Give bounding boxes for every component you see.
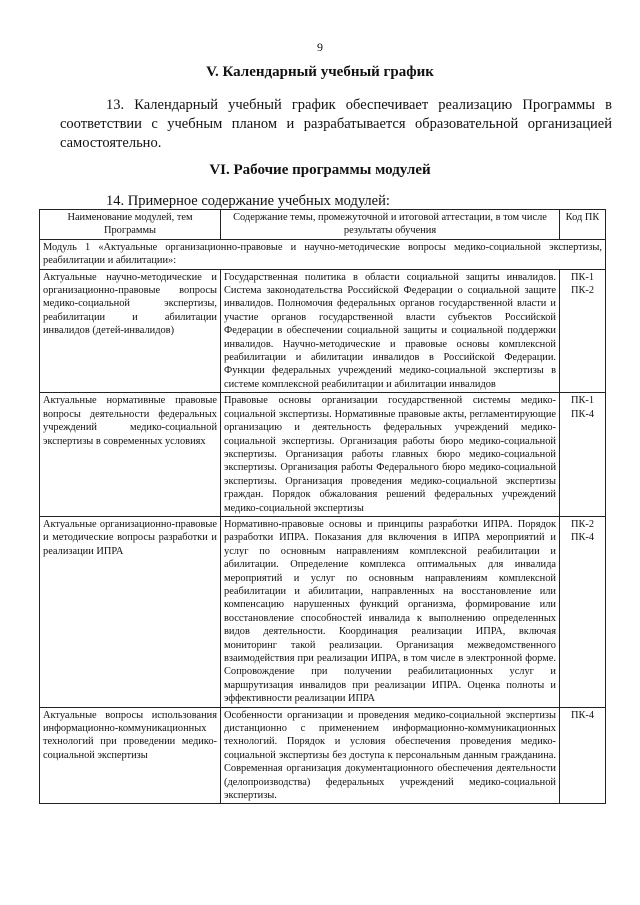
topic-name: Актуальные научно-методические и организационно-правовые вопросы медико-социальной экспертизы, реабилитации и абилитации инвалидов (детей-инвалидов)	[40, 269, 221, 393]
section-6-heading: VI. Рабочие программы модулей	[209, 162, 431, 178]
code-2: ПК-4	[570, 532, 595, 544]
section-6-intro: 14. Примерное содержание учебных модулей:	[106, 193, 390, 209]
topic-code	[560, 393, 606, 517]
code-2: ПК-2	[570, 285, 595, 297]
code-1: ПК-1	[570, 395, 595, 407]
table-header-row	[40, 210, 606, 240]
table-row	[40, 393, 606, 517]
topic-code	[560, 516, 606, 707]
topic-content: Правовые основы организации государственной системы медико-социальной экспертизы. Нормативные правовые акты, регламентирующие организацию и деятельность федеральных учреждений медико-социальной экспертизы. Организация работы бюро медико-социальной экспертизы. Организация работы главных бюро медико-социальной экспертизы. Организация работы Федерального бюро медико-социальной экспертизы. Организация проведения медико-социальной экспертизы граждан. Порядок обжалования решений федеральных учреждений медико-социальной экспертизы	[221, 393, 560, 517]
table-row	[40, 516, 606, 707]
topic-content: Государственная политика в области социальной защиты инвалидов. Система законодательства Российской Федерации о социальной защите инвалидов. Полномочия федеральных органов государственной власти и участие органов государственной власти субъектов Российской Федерации в обеспечении социальной защиты и социальной поддержки инвалидов. Научно-методические и правовые основы комплексной реабилитации и абилитации инвалидов в Российской Федерации. Функции федеральных учреждений медико-социальной экспертизы в системе комплексной реабилитации и абилитации инвалидов	[221, 269, 560, 393]
section-5-paragraph: 13. Календарный учебный график обеспечивает реализацию Программы в соответствии с учебным планом и разрабатывается образовательной организацией самостоятельно.	[60, 97, 612, 151]
topic-content: Нормативно-правовые основы и принципы разработки ИПРА. Порядок разработки ИПРА. Показания для включения в ИПРА мероприятий и услуг по основным направлениям комплексной реабилитации и абилитации. Определение комплекса оптимальных для инвалида мероприятий и услуг по основным направлениям комплексной реабилитации и абилитации, направленных на восстановление или компенсацию нарушенных функций организма, формирование или восстановление способностей инвалида к выполнению определенных видов деятельности. Координация реализации ИПРА, включая мониторинг такой реализации. Организация межведомственного взаимодействия при реализации ИПРА, в том числе в электронной форме. Сопровождение при получении реабилитационных услуг и маршрутизация инвалидов при реализации ИПРА. Оценка полноты и эффективности реализации ИПРА	[221, 516, 560, 707]
topic-name: Актуальные организационно-правовые и методические вопросы разработки и реализации ИПРА	[40, 516, 221, 707]
module-title: Модуль 1 «Актуальные организационно-правовые и научно-методические вопросы медико-социальной экспертизы, реабилитации и абилитации»:	[40, 239, 606, 269]
topic-code	[560, 269, 606, 393]
header-code: Код ПК	[560, 210, 606, 240]
module-title-row	[40, 239, 606, 269]
table-row	[40, 707, 606, 804]
section-5-heading: V. Календарный учебный график	[206, 64, 434, 80]
code-1: ПК-2	[570, 518, 595, 530]
code-2: ПК-4	[570, 408, 595, 420]
header-name: Наименование модулей, тем Программы	[40, 210, 221, 240]
code-1: ПК-4	[570, 709, 595, 721]
topic-name: Актуальные нормативные правовые вопросы деятельности федеральных учреждений медико-социальной экспертизы в современных условиях	[40, 393, 221, 517]
table-row	[40, 269, 606, 393]
page-number: 9	[317, 40, 323, 54]
modules-table	[39, 209, 606, 804]
topic-name: Актуальные вопросы использования информационно-коммуникационных технологий при проведении медико-социальной экспертизы	[40, 707, 221, 804]
topic-content: Особенности организации и проведения медико-социальной экспертизы дистанционно с применением информационно-коммуникационных технологий. Порядок и условия обеспечения проведения медико-социальной экспертизы без доступа к персональным данным гражданина. Современная организация документационного обеспечения деятельности (делопроизводства) федеральных учреждений медико-социальной экспертизы.	[221, 707, 560, 804]
topic-code	[560, 707, 606, 804]
code-1: ПК-1	[570, 271, 595, 283]
header-content: Содержание темы, промежуточной и итоговой аттестации, в том числе результаты обучения	[221, 210, 560, 240]
